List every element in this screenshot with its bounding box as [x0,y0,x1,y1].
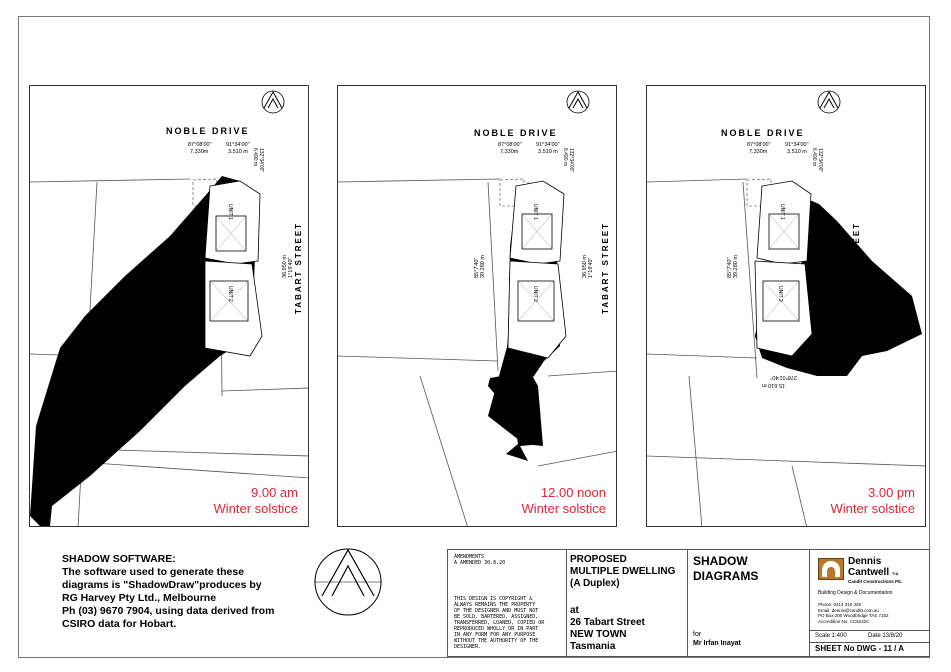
corner-bearing: 132°34'00" [817,148,823,173]
drawing-title: SHADOW [693,554,748,568]
left-dist: 39.280 m [733,255,739,278]
bearing-1: 87°08'00" [188,142,212,148]
shadow-panel-9am [29,85,309,527]
address-line: 26 Tabart Street [570,617,645,628]
north-arrow [818,91,840,113]
drawing-title: DIAGRAMS [693,569,759,583]
software-heading: SHADOW SOFTWARE: [62,553,176,565]
panel-season-3pm: Winter solstice [830,501,915,516]
site-plan-noon [338,86,617,527]
corner-dist: 6.490 m [811,148,817,167]
corner-dist: 6.490 m [562,148,568,167]
corner-bearing: 132°34'00" [258,148,264,173]
unit-1-label: UNIT 1 [532,204,538,220]
contact-line: Phone: 0414 310 326 [818,602,862,607]
left-bearing: 85°7'40" [727,257,733,278]
project-line: PROPOSED [570,554,627,565]
north-point-icon [310,544,386,620]
right-bearing: 1°19'40" [288,257,294,278]
dist-2: 3.510 m [538,149,558,155]
amendments-heading: AMENDMENTS [454,554,485,560]
title-block-project [567,549,688,657]
company-suffix-pl: P/L [895,579,903,584]
street-tabart: TABART STREET [852,221,861,314]
left-dist: 39.280 m [480,255,486,278]
software-line: CSIRO data for Hobart. [62,618,177,630]
copyright-line: REPRODUCED WHOLLY OR IN PART [454,626,539,632]
project-at: at [570,605,579,616]
company-service: Building Design & Documentation [818,590,893,596]
copyright-line: OF THE DESIGNER AND MUST NOT [454,608,539,614]
project-line: (A Duplex) [570,578,620,589]
project-line: MULTIPLE DWELLING [570,566,676,577]
title-block-company [810,549,930,657]
contact-line: PO Box 200 Woodbridge TAS 7162 [818,613,889,618]
bearing-1: 87°08'00" [498,142,522,148]
panel-season-9am: Winter solstice [213,501,298,516]
dist-2: 3.510 m [787,149,807,155]
right-dist: 36.950 m [282,255,288,278]
copyright-line: WITHOUT THE AUTHORITY OF THE [454,638,539,644]
bearing-2: 91°34'00" [785,142,809,148]
panel-time-3pm: 3.00 pm [868,485,915,500]
address-line: Tasmania [570,641,616,652]
dist-1: 7.330m [749,149,768,155]
panel-season-noon: Winter solstice [521,501,606,516]
amendment-a: A AMENDED 30.8.20 [454,560,506,566]
scale-label: Scale 1:400 [815,633,847,639]
for-label: for [693,631,702,638]
copyright-line: IN ANY FORM FOR ANY PURPOSE [454,632,536,638]
software-line: diagrams is "ShadowDraw"produces by [62,579,262,591]
panel-time-noon: 12.00 noon [540,485,606,500]
title-block-drawing [688,549,810,657]
software-line: RG Harvey Pty Ltd., Melbourne [62,592,217,604]
shadow-panel-noon [337,85,617,527]
panel-time-9am: 9.00 am [251,485,298,500]
title-block-amendments [447,549,567,657]
unit-2-label: UNIT 2 [532,286,538,302]
company-suffix-ta: T/A [891,571,899,576]
software-line: Ph (03) 9670 7904, using data derived from [62,605,275,617]
street-noble-drive: NOBLE DRIVE [721,128,805,138]
copyright-line: ALWAYS REMAINS THE PROPERTY [454,602,536,608]
street-tabart: TABART STREET [294,221,303,314]
dist-1: 7.330m [190,149,209,155]
company-name-2: Cantwell [848,567,890,578]
bearing-2: 91°34'00" [536,142,560,148]
shadow-software-note [62,553,312,631]
date-label: Date 13/8/20 [868,633,903,639]
right-dist: 36.950 m [582,255,588,278]
unit-2-label: UNIT 2 [227,286,233,302]
copyright-line: BE SOLD, BARTERED, ASSIGNED, [454,614,539,620]
company-name-1: Dennis [848,556,882,567]
unit-1-label: UNIT 1 [779,204,785,220]
site-plan-9am [30,86,309,527]
right-bearing: 1°19'40" [588,257,594,278]
bottom-bearing: 278°01'40" [770,374,797,380]
dist-2: 3.510 m [228,149,248,155]
sheet-number: SHEET No DWG - 11 / A [815,644,905,653]
company-sub: Candit Constructions [848,579,894,584]
contact-line: Email: dennis@canditt.com.au [818,607,879,613]
north-arrow [262,91,284,113]
street-noble-drive: NOBLE DRIVE [474,128,558,138]
north-arrow [567,91,589,113]
client-name: Mr Irfan Inayat [693,640,741,647]
company-logo-icon [818,558,844,580]
street-noble-drive: NOBLE DRIVE [166,126,250,136]
copyright-line: TRANSFERRED, LOANED, COPIED OR [454,620,545,626]
copyright-line: DESIGNER. [454,644,482,650]
shadow-panel-3pm [646,85,926,527]
unit-2-label: UNIT 2 [777,286,783,302]
street-tabart: TABART STREET [601,221,610,314]
unit-1-label: UNIT 1 [227,204,233,220]
corner-dist: 6.490 m [252,148,258,167]
software-line: The software used to generate these [62,566,245,578]
bottom-dist: 15.610 m [762,382,785,388]
bearing-2: 91°34'00" [226,142,250,148]
bearing-1: 87°08'00" [747,142,771,148]
dist-1: 7.330m [500,149,519,155]
address-line: NEW TOWN [570,629,627,640]
contact-line: Accredition No: CC5242C [818,618,870,624]
corner-bearing: 132°34'00" [568,148,574,173]
site-plan-3pm [647,86,926,527]
left-bearing: 85°7'40" [474,257,480,278]
copyright-line: THIS DESIGN IS COPYRIGHT & [454,596,533,602]
